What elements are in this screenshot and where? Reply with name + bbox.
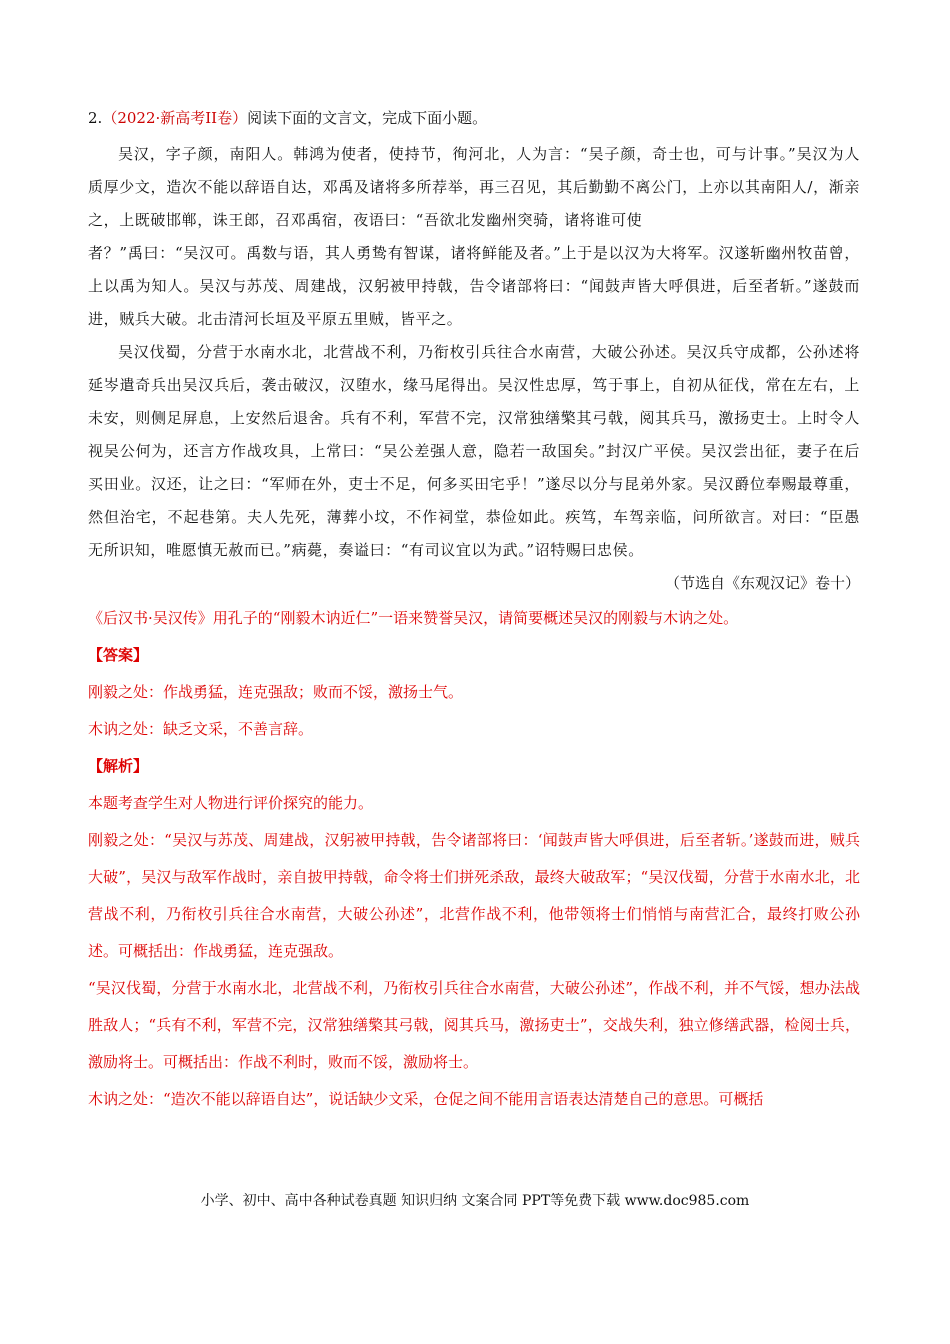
classical-passage [88,138,860,600]
question-number: 2. [88,109,103,127]
analysis-paragraph-1: 刚毅之处：“吴汉与苏茂、周建战，汉躬被甲持戟，告令诸部将曰：‘闻鼓声皆大呼俱进，后至者斩。’遂鼓而进，贼兵大破”，吴汉与敌军作战时，亲自披甲持戟，命令将士们拼死杀敌，最终大破敌军；“吴汉伐蜀，分营于水南水北，北营战不利，乃衔枚引兵往合水南营，大破公孙述”，北营作战不利，他带领将士们悄悄与南营汇合，最终打败公孙述。可概括出：作战勇猛，连克强敌。 [88,831,860,960]
analysis-paragraph-2: “吴汉伐蜀，分营于水南水北，北营战不利，乃衔枚引兵往合水南营，大破公孙述”，作战不利，并不气馁，想办法战胜敌人；“兵有不利，军营不完，汉常独缮檠其弓戟，阅其兵马，激扬吏士”，交战失利，独立修缮武器，检阅士兵，激励将士。可概括出：作战不利时，败而不馁，激励将士。 [88,979,860,1071]
document-page [88,108,860,1118]
passage-paragraph-2: 吴汉伐蜀，分营于水南水北，北营战不利，乃衔枚引兵往合水南营，大破公孙述。吴汉兵守成都，公孙述将延岑遣奇兵出吴汉兵后，袭击破汉，汉堕水，缘马尾得出。吴汉性忠厚，笃于事上，自初从征伐，常在左右，上未安，则侧足屏息，上安然后退舍。兵有不利，军营不完，汉常独缮檠其弓戟，阅其兵马，激扬吏士。上时令人视吴公何为，还言方作战攻具，上常曰：“吴公差强人意，隐若一敌国矣。”封汉广平侯。吴汉尝出征，妻子在后买田业。汉还，让之曰：“军师在外，吏士不足，何多买田宅乎！”遂尽以分与昆弟外家。吴汉爵位奉赐最尊重，然但治宅，不起巷第。夫人先死，薄葬小坟，不作祠堂，恭俭如此。疾笃，车驾亲临，问所欲言。对曰：“臣愚无所识知，唯愿慎无赦而已。”病薨，奏谥曰：“有司议宜以为武。”诏特赐曰忠侯。 [88,343,860,559]
answer-line-2: 木讷之处：缺乏文采，不善言辞。 [88,720,314,738]
analysis-tag: 【解析】 [88,757,149,775]
answer-line-1: 刚毅之处：作战勇猛，连克强敌；败而不馁，激扬士气。 [88,683,464,701]
passage-paragraph-1: 吴汉，字子颜，南阳人。韩鸿为使者，使持节，徇河北，人为言：“吴子颜，奇士也，可与计事。”吴汉为人质厚少文，造次不能以辞语自达，邓禹及诸将多所荐举，再三召见，其后勤勤不离公门，上亦以其南阳人/，渐亲之，上既破邯郸，诛王郎，召邓禹宿，夜语曰：“吾欲北发幽州突骑，诸将谁可使 [88,145,860,229]
analysis-paragraph-3: 木讷之处：“造次不能以辞语自达”，说话缺少文采，仓促之间不能用言语表达清楚自己的意思。可概括 [88,1090,764,1108]
page-footer: 小学、初中、高中各种试卷真题 知识归纳 文案合同 PPT等免费下载 www.doc985.com [200,1193,750,1209]
answer-tag: 【答案】 [88,646,149,664]
analysis-line-1: 本题考查学生对人物进行评价探究的能力。 [88,794,374,812]
question-source: （2022·新高考II卷） [102,109,248,127]
question-header [88,108,860,128]
question-instruction: 阅读下面的文言文，完成下面小题。 [247,109,488,127]
passage-paragraph-1-cont: 者？”禹曰：“吴汉可。禹数与语，其人勇鸷有智谋，诸将鲜能及者。”上于是以汉为大将军。汉遂斩幽州牧苗曾，上以禹为知人。吴汉与苏茂、周建战，汉躬被甲持戟，告令诸部将曰：“闻鼓声皆大呼俱进，后至者斩。”遂鼓而进，贼兵大破。北击清河长垣及平原五里贼，皆平之。 [88,244,860,328]
passage-source: （节选自《东观汉记》卷十） [664,574,860,592]
sub-question: 《后汉书·吴汉传》用孔子的“刚毅木讷近仁”一语来赞誉吴汉，请简要概述吴汉的刚毅与木讷之处。 [88,609,739,627]
